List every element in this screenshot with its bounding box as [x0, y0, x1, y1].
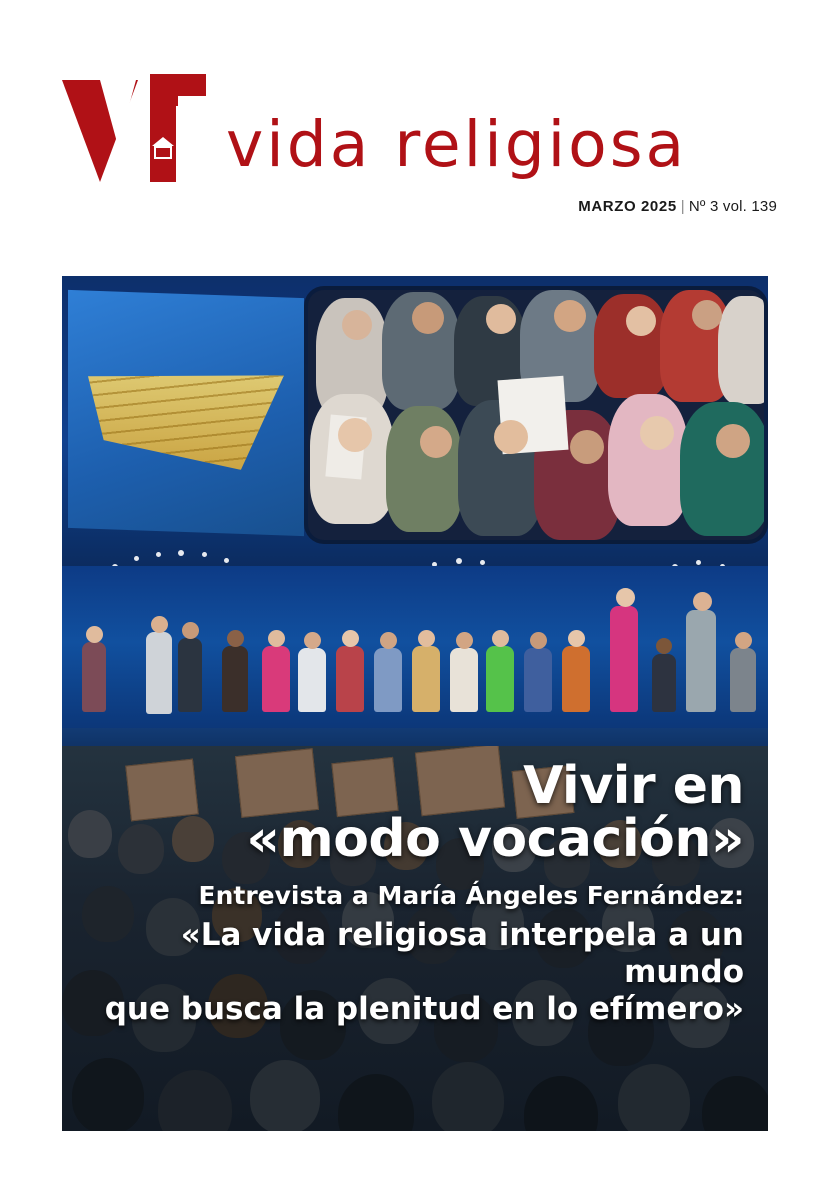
issue-number: Nº 3 vol. 139 — [688, 198, 777, 215]
issue-line — [578, 198, 777, 215]
head — [626, 306, 656, 336]
head — [554, 300, 586, 332]
vr-logo-icon — [62, 74, 212, 182]
head — [412, 302, 444, 334]
boat-planks — [88, 369, 284, 472]
led-screen-crowd — [308, 290, 764, 540]
head — [640, 416, 674, 450]
head — [716, 424, 750, 458]
headline-line-2: «modo vocación» — [246, 809, 744, 870]
house-icon — [152, 137, 174, 159]
issue-separator: | — [680, 198, 685, 215]
subhead-line-2: que busca la plenitud en lo efímero» — [104, 991, 744, 1028]
head — [494, 420, 528, 454]
crowd-figure — [608, 394, 688, 526]
left-projection-screen — [68, 290, 304, 536]
head — [486, 304, 516, 334]
headline-line-1: Vivir en — [523, 756, 744, 816]
logo-letter-v-counter — [100, 80, 136, 146]
head — [692, 300, 722, 330]
crowd-figure — [386, 406, 462, 532]
seated-panel-row — [62, 624, 768, 744]
magazine-wordmark: vida religiosa — [226, 108, 688, 181]
issue-date: MARZO 2025 — [578, 198, 677, 215]
cover-kicker: Entrevista a María Ángeles Fernández: — [198, 881, 744, 911]
masthead — [0, 0, 831, 262]
cover-headline — [62, 756, 744, 870]
head — [420, 426, 452, 458]
logo-letter-r-notch — [178, 96, 206, 110]
house-body-icon — [154, 146, 172, 159]
cover-headline-block — [62, 756, 768, 1028]
subhead-line-1: «La vida religiosa interpela a un mundo — [180, 916, 744, 990]
house-roof-icon — [152, 137, 174, 146]
head — [570, 430, 604, 464]
head — [342, 310, 372, 340]
crowd-figure — [680, 402, 764, 536]
magazine-logo — [62, 74, 687, 182]
cover-photo — [62, 276, 768, 1131]
crowd-figure — [718, 296, 764, 404]
head — [338, 418, 372, 452]
cover-subhead — [62, 917, 744, 1029]
